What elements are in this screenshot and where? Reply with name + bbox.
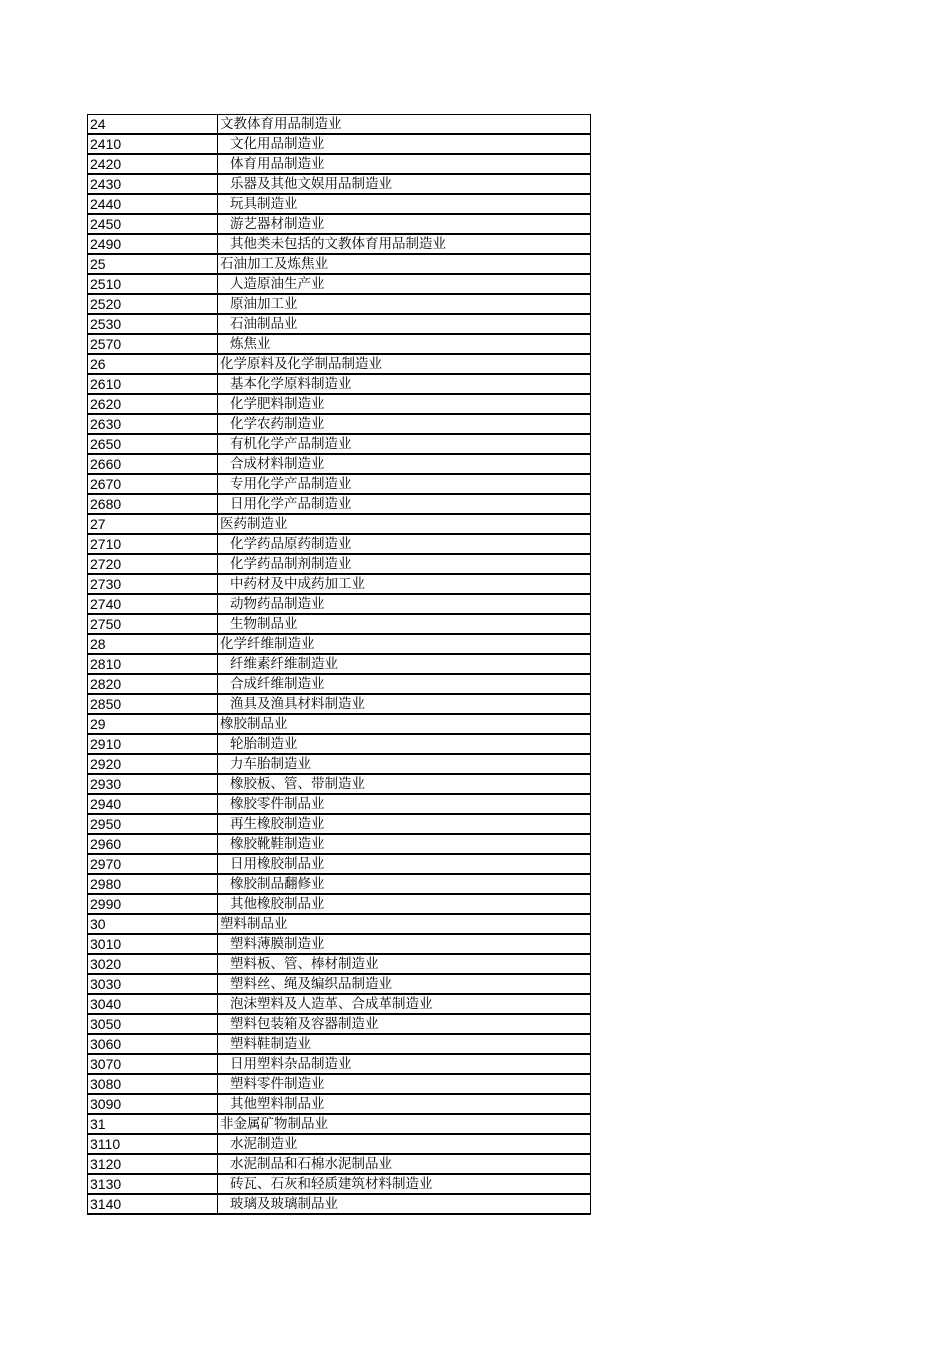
industry-name-cell: 塑料板、管、棒材制造业 — [218, 954, 591, 974]
table-row — [88, 174, 591, 194]
table-row — [88, 1194, 591, 1214]
industry-code-cell: 2420 — [88, 154, 218, 174]
table-row — [88, 394, 591, 414]
industry-code-cell: 30 — [88, 914, 218, 934]
table-row — [88, 194, 591, 214]
industry-code-cell: 3110 — [88, 1134, 218, 1154]
industry-name-cell: 橡胶零件制品业 — [218, 794, 591, 814]
industry-name-cell: 合成材料制造业 — [218, 454, 591, 474]
industry-code-cell: 2920 — [88, 754, 218, 774]
table-row — [88, 714, 591, 734]
industry-name-cell: 石油加工及炼焦业 — [218, 254, 591, 274]
industry-code-cell: 2910 — [88, 734, 218, 754]
table-row — [88, 514, 591, 534]
table-row — [88, 634, 591, 654]
industry-code-cell: 2960 — [88, 834, 218, 854]
industry-code-cell: 2440 — [88, 194, 218, 214]
table-row — [88, 874, 591, 894]
table-row — [88, 814, 591, 834]
industry-code-cell: 3040 — [88, 994, 218, 1014]
industry-code-cell: 3130 — [88, 1174, 218, 1194]
table-row — [88, 574, 591, 594]
table-row — [88, 774, 591, 794]
industry-code-cell: 3010 — [88, 934, 218, 954]
table-body — [88, 115, 591, 1215]
industry-name-cell: 人造原油生产业 — [218, 274, 591, 294]
industry-code-cell: 26 — [88, 354, 218, 374]
table-row — [88, 115, 591, 135]
industry-code-cell: 2510 — [88, 274, 218, 294]
table-row — [88, 754, 591, 774]
industry-name-cell: 塑料零件制造业 — [218, 1074, 591, 1094]
table-row — [88, 374, 591, 394]
table-row — [88, 654, 591, 674]
industry-name-cell: 游艺器材制造业 — [218, 214, 591, 234]
industry-code-cell: 2980 — [88, 874, 218, 894]
industry-code-cell: 2730 — [88, 574, 218, 594]
table-row — [88, 934, 591, 954]
industry-code-cell: 29 — [88, 714, 218, 734]
industry-code-cell: 25 — [88, 254, 218, 274]
industry-code-cell: 2930 — [88, 774, 218, 794]
table-row — [88, 594, 591, 614]
table-row — [88, 734, 591, 754]
table-row — [88, 1134, 591, 1154]
industry-code-cell: 2650 — [88, 434, 218, 454]
table-row — [88, 994, 591, 1014]
industry-name-cell: 橡胶制品翻修业 — [218, 874, 591, 894]
industry-name-cell: 炼焦业 — [218, 334, 591, 354]
industry-name-cell: 基本化学原料制造业 — [218, 374, 591, 394]
industry-name-cell: 原油加工业 — [218, 294, 591, 314]
industry-name-cell: 生物制品业 — [218, 614, 591, 634]
industry-name-cell: 水泥制品和石棉水泥制品业 — [218, 1154, 591, 1174]
industry-name-cell: 砖瓦、石灰和轻质建筑材料制造业 — [218, 1174, 591, 1194]
industry-code-table — [87, 114, 591, 1215]
industry-code-cell: 2430 — [88, 174, 218, 194]
industry-name-cell: 合成纤维制造业 — [218, 674, 591, 694]
industry-code-cell: 27 — [88, 514, 218, 534]
industry-name-cell: 文教体育用品制造业 — [218, 115, 591, 135]
industry-code-cell: 2950 — [88, 814, 218, 834]
industry-name-cell: 力车胎制造业 — [218, 754, 591, 774]
industry-name-cell: 轮胎制造业 — [218, 734, 591, 754]
industry-code-cell: 3080 — [88, 1074, 218, 1094]
table-row — [88, 694, 591, 714]
industry-code-cell: 3060 — [88, 1034, 218, 1054]
table-row — [88, 354, 591, 374]
industry-code-cell: 2520 — [88, 294, 218, 314]
table-row — [88, 914, 591, 934]
industry-code-cell: 2740 — [88, 594, 218, 614]
industry-name-cell: 文化用品制造业 — [218, 134, 591, 154]
industry-name-cell: 玩具制造业 — [218, 194, 591, 214]
table-row — [88, 254, 591, 274]
industry-code-cell: 2450 — [88, 214, 218, 234]
industry-code-cell: 2670 — [88, 474, 218, 494]
industry-code-cell: 31 — [88, 1114, 218, 1134]
table-row — [88, 554, 591, 574]
industry-code-cell: 2660 — [88, 454, 218, 474]
industry-code-cell: 2940 — [88, 794, 218, 814]
industry-code-cell: 3020 — [88, 954, 218, 974]
industry-code-cell: 3070 — [88, 1054, 218, 1074]
industry-name-cell: 医药制造业 — [218, 514, 591, 534]
industry-name-cell: 玻璃及玻璃制品业 — [218, 1194, 591, 1214]
industry-code-cell: 2990 — [88, 894, 218, 914]
industry-name-cell: 化学农药制造业 — [218, 414, 591, 434]
industry-name-cell: 化学药品原药制造业 — [218, 534, 591, 554]
industry-code-cell: 2970 — [88, 854, 218, 874]
industry-name-cell: 塑料包装箱及容器制造业 — [218, 1014, 591, 1034]
industry-name-cell: 塑料丝、绳及编织品制造业 — [218, 974, 591, 994]
industry-code-cell: 2530 — [88, 314, 218, 334]
industry-name-cell: 日用橡胶制品业 — [218, 854, 591, 874]
industry-name-cell: 化学肥料制造业 — [218, 394, 591, 414]
industry-code-cell: 3050 — [88, 1014, 218, 1034]
industry-name-cell: 非金属矿物制品业 — [218, 1114, 591, 1134]
industry-code-cell: 28 — [88, 634, 218, 654]
table-row — [88, 1114, 591, 1134]
industry-name-cell: 体育用品制造业 — [218, 154, 591, 174]
industry-code-cell: 2750 — [88, 614, 218, 634]
industry-name-cell: 日用化学产品制造业 — [218, 494, 591, 514]
table-row — [88, 1054, 591, 1074]
table-row — [88, 534, 591, 554]
industry-name-cell: 乐器及其他文娱用品制造业 — [218, 174, 591, 194]
industry-name-cell: 再生橡胶制造业 — [218, 814, 591, 834]
industry-name-cell: 水泥制造业 — [218, 1134, 591, 1154]
industry-name-cell: 化学纤维制造业 — [218, 634, 591, 654]
table-row — [88, 1154, 591, 1174]
table-row — [88, 1074, 591, 1094]
table-row — [88, 214, 591, 234]
table-row — [88, 454, 591, 474]
table-row — [88, 474, 591, 494]
table-row — [88, 154, 591, 174]
table-row — [88, 954, 591, 974]
table-row — [88, 834, 591, 854]
table-row — [88, 794, 591, 814]
industry-code-cell: 3090 — [88, 1094, 218, 1114]
table-row — [88, 1034, 591, 1054]
industry-code-cell: 2720 — [88, 554, 218, 574]
industry-code-cell: 2490 — [88, 234, 218, 254]
industry-code-cell: 2610 — [88, 374, 218, 394]
industry-name-cell: 橡胶制品业 — [218, 714, 591, 734]
industry-name-cell: 中药材及中成药加工业 — [218, 574, 591, 594]
industry-name-cell: 化学药品制剂制造业 — [218, 554, 591, 574]
table-row — [88, 234, 591, 254]
industry-name-cell: 纤维素纤维制造业 — [218, 654, 591, 674]
industry-code-cell: 2850 — [88, 694, 218, 714]
industry-code-cell: 3030 — [88, 974, 218, 994]
table-row — [88, 614, 591, 634]
table-row — [88, 294, 591, 314]
table-row — [88, 274, 591, 294]
industry-name-cell: 塑料鞋制造业 — [218, 1034, 591, 1054]
industry-name-cell: 塑料制品业 — [218, 914, 591, 934]
table-row — [88, 894, 591, 914]
industry-name-cell: 塑料薄膜制造业 — [218, 934, 591, 954]
industry-name-cell: 专用化学产品制造业 — [218, 474, 591, 494]
industry-name-cell: 化学原料及化学制品制造业 — [218, 354, 591, 374]
table-row — [88, 974, 591, 994]
table-row — [88, 414, 591, 434]
industry-name-cell: 其他橡胶制品业 — [218, 894, 591, 914]
table-row — [88, 854, 591, 874]
table-row — [88, 434, 591, 454]
table-row — [88, 1094, 591, 1114]
industry-name-cell: 橡胶靴鞋制造业 — [218, 834, 591, 854]
industry-code-cell: 3120 — [88, 1154, 218, 1174]
industry-code-cell: 2820 — [88, 674, 218, 694]
industry-name-cell: 其他塑料制品业 — [218, 1094, 591, 1114]
table-row — [88, 674, 591, 694]
industry-code-cell: 2630 — [88, 414, 218, 434]
industry-name-cell: 动物药品制造业 — [218, 594, 591, 614]
industry-code-cell: 24 — [88, 115, 218, 135]
table-row — [88, 1174, 591, 1194]
industry-name-cell: 日用塑料杂品制造业 — [218, 1054, 591, 1074]
industry-code-cell: 2570 — [88, 334, 218, 354]
industry-name-cell: 橡胶板、管、带制造业 — [218, 774, 591, 794]
industry-name-cell: 其他类未包括的文教体育用品制造业 — [218, 234, 591, 254]
table-row — [88, 314, 591, 334]
industry-code-cell: 2410 — [88, 134, 218, 154]
industry-name-cell: 石油制品业 — [218, 314, 591, 334]
table-row — [88, 134, 591, 154]
industry-code-cell: 2620 — [88, 394, 218, 414]
industry-code-cell: 2680 — [88, 494, 218, 514]
table-row — [88, 494, 591, 514]
industry-name-cell: 有机化学产品制造业 — [218, 434, 591, 454]
industry-code-cell: 3140 — [88, 1194, 218, 1214]
table-row — [88, 1014, 591, 1034]
industry-name-cell: 泡沫塑料及人造革、合成革制造业 — [218, 994, 591, 1014]
industry-code-cell: 2710 — [88, 534, 218, 554]
industry-name-cell: 渔具及渔具材料制造业 — [218, 694, 591, 714]
industry-code-cell: 2810 — [88, 654, 218, 674]
table-row — [88, 334, 591, 354]
